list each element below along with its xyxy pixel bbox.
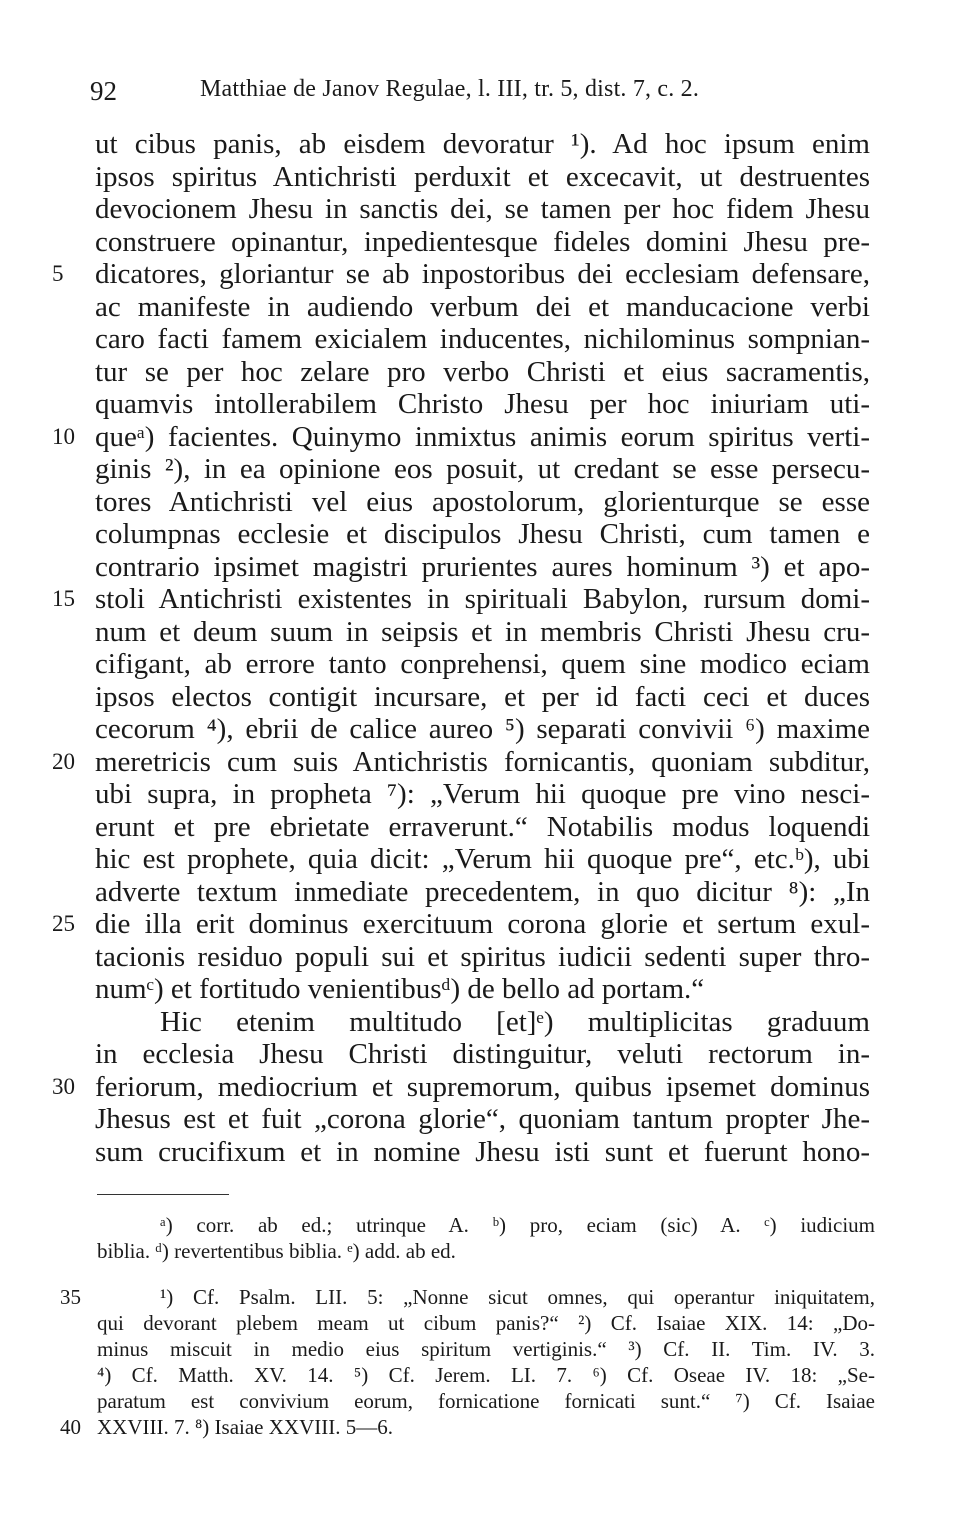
page-number: 92: [90, 76, 117, 106]
line-text: adverte textum inmediate precedentem, in quo dicitur ⁸): „In: [95, 875, 870, 908]
source-line: [0, 1414, 960, 1440]
line-number: 30: [52, 1073, 75, 1099]
text-line: [0, 291, 960, 324]
line-text: columpnas ecclesie et discipulos Jhesu Christi, cum tamen e: [95, 518, 870, 550]
line-text: ubi supra, in propheta ⁷): „Verum hii quoque pre vino nesci-: [95, 778, 870, 810]
text-line: [0, 1136, 960, 1169]
text-line: [0, 973, 960, 1006]
line-text: numᶜ) et fortitudo venientibusᵈ) de bello ad portam.“: [95, 973, 705, 1005]
line-text: construere opinantur, inpedientesque fideles domini Jhesu pre-: [95, 225, 870, 258]
line-text: ¹) Cf. Psalm. LII. 5: „Nonne sicut omnes, qui operantur iniquitatem,: [160, 1285, 875, 1309]
line-text: tacionis residuo populi sui et spiritus iudicii sedenti super thro-: [95, 940, 870, 973]
footnote-rule: [97, 1194, 229, 1195]
running-head: Matthiae de Janov Regulae, l. III, tr. 5, dist. 7, c. 2.: [200, 76, 700, 102]
text-line: [0, 161, 960, 194]
line-text: sum crucifixum et in nomine Jhesu isti sunt et fuerunt hono-: [95, 1135, 870, 1168]
line-text: Jhesus est et fuit „corona glorie“, quoniam tantum propter Jhe-: [95, 1103, 870, 1135]
line-text: devocionem Jhesu in sanctis dei, se tamen per hoc fidem Jhesu: [95, 193, 870, 225]
line-text: paratum est convivium eorum, fornicatione fornicati sunt.“ ⁷) Cf. Isaiae: [97, 1389, 875, 1413]
text-line: [0, 681, 960, 714]
source-line: [0, 1310, 960, 1336]
line-text: contrario ipsimet magistri prurientes aures hominum ³) et apo-: [95, 550, 870, 583]
main-text: [0, 128, 960, 1168]
source-line: [0, 1362, 960, 1388]
text-line: [0, 356, 960, 389]
text-line: [0, 1071, 960, 1104]
line-number: 15: [52, 586, 75, 611]
line-text: ⁴) Cf. Matth. XV. 14. ⁵) Cf. Jerem. LI. 7. ⁶) Cf. Oseae IV. 18: „Se-: [97, 1363, 875, 1387]
text-line: [0, 518, 960, 551]
text-line: [0, 908, 960, 941]
line-text: queᵃ) facientes. Quinymo inmixtus animis eorum spiritus verti-: [95, 420, 870, 453]
line-text: tur se per hoc zelare pro verbo Christi et eius sacramentis,: [95, 355, 870, 388]
line-number: 35: [60, 1285, 81, 1309]
line-text: XXVIII. 7. ⁸) Isaiae XXVIII. 5—6.: [97, 1415, 393, 1439]
text-line: [0, 1038, 960, 1071]
text-line: [0, 746, 960, 779]
line-number: 10: [52, 423, 75, 449]
line-text: feriorum, mediocrium et supremorum, quibus ipsemet dominus: [95, 1070, 870, 1103]
text-line: [0, 226, 960, 259]
text-line: [0, 453, 960, 486]
line-text: cecorum ⁴), ebrii de calice aureo ⁵) separati convivii ⁶) maxime: [95, 713, 870, 745]
text-line: [0, 1103, 960, 1136]
text-line: [0, 616, 960, 649]
line-text: ut cibus panis, ab eisdem devoratur ¹). Ad hoc ipsum enim: [95, 128, 870, 160]
line-text: biblia. ᵈ) revertentibus biblia. ᵉ) add. ab ed.: [97, 1239, 456, 1263]
line-text: die illa erit dominus exercituum corona glorie et sertum exul-: [95, 908, 870, 940]
critical-apparatus: [0, 1212, 960, 1264]
line-text: quamvis intollerabilem Christo Jhesu per hoc iniuriam uti-: [95, 388, 870, 420]
text-line: [0, 486, 960, 519]
text-line: [0, 811, 960, 844]
text-line: [0, 713, 960, 746]
line-text: stoli Antichristi existentes in spirituali Babylon, rursum domi-: [95, 583, 870, 615]
page-header: [90, 72, 890, 112]
line-number: 5: [52, 261, 64, 286]
line-text: ginis ²), in ea opinione eos posuit, ut credant se esse persecu-: [95, 453, 870, 485]
text-line: [0, 583, 960, 616]
text-line: [0, 551, 960, 584]
line-text: in ecclesia Jhesu Christi distinguitur, veluti rectorum in-: [95, 1038, 870, 1070]
text-line: [0, 876, 960, 909]
text-line: [0, 1006, 960, 1039]
text-line: [0, 323, 960, 356]
text-line: [0, 193, 960, 226]
line-text: hic est prophete, quia dicit: „Verum hii quoque pre“, etc.ᵇ), ubi: [95, 843, 870, 875]
line-text: meretricis cum suis Antichristis fornicantis, quoniam subditur,: [95, 745, 870, 778]
line-text: caro facti famem exicialem inducentes, nichilominus sompnian-: [95, 323, 870, 355]
text-line: [0, 648, 960, 681]
line-text: minus miscuit in medio eius spiritum vertiginis.“ ³) Cf. II. Tim. IV. 3.: [97, 1337, 875, 1361]
line-text: erunt et pre ebrietate erraverunt.“ Notabilis modus loquendi: [95, 810, 870, 843]
source-notes: [0, 1284, 960, 1440]
line-text: ipsos electos contigit incursare, et per id facti ceci et duces: [95, 680, 870, 713]
line-text: Hic etenim multitudo [et]ᵉ) multiplicitas graduum: [160, 1005, 870, 1038]
source-line: [0, 1388, 960, 1414]
line-text: qui devorant plebem meam ut cibum panis?“ ²) Cf. Isaiae XIX. 14: „Do-: [97, 1311, 875, 1335]
line-number: 20: [52, 748, 75, 774]
line-text: cifigant, ab errore tanto conprehensi, quem sine modico eciam: [95, 648, 870, 680]
text-line: [0, 778, 960, 811]
line-text: tores Antichristi vel eius apostolorum, glorienturque se esse: [95, 485, 870, 518]
text-line: [0, 388, 960, 421]
text-line: [0, 258, 960, 291]
line-text: ac manifeste in audiendo verbum dei et manducacione verbi: [95, 290, 870, 323]
apparatus-line: [0, 1212, 960, 1238]
source-line: [0, 1336, 960, 1362]
apparatus-line: [0, 1238, 960, 1264]
line-text: ipsos spiritus Antichristi perduxit et excecavit, ut destruentes: [95, 160, 870, 193]
text-line: [0, 128, 960, 161]
text-line: [0, 843, 960, 876]
line-text: dicatores, gloriantur se ab inpostoribus dei ecclesiam defensare,: [95, 258, 870, 290]
line-number: 40: [60, 1415, 81, 1439]
text-line: [0, 941, 960, 974]
text-line: [0, 421, 960, 454]
line-text: ᵃ) corr. ab ed.; utrinque A. ᵇ) pro, eciam (sic) A. ᶜ) iudicium: [160, 1213, 875, 1237]
source-line: [0, 1284, 960, 1310]
line-number: 25: [52, 911, 75, 936]
line-text: num et deum suum in seipsis et in membris Christi Jhesu cru-: [95, 615, 870, 648]
